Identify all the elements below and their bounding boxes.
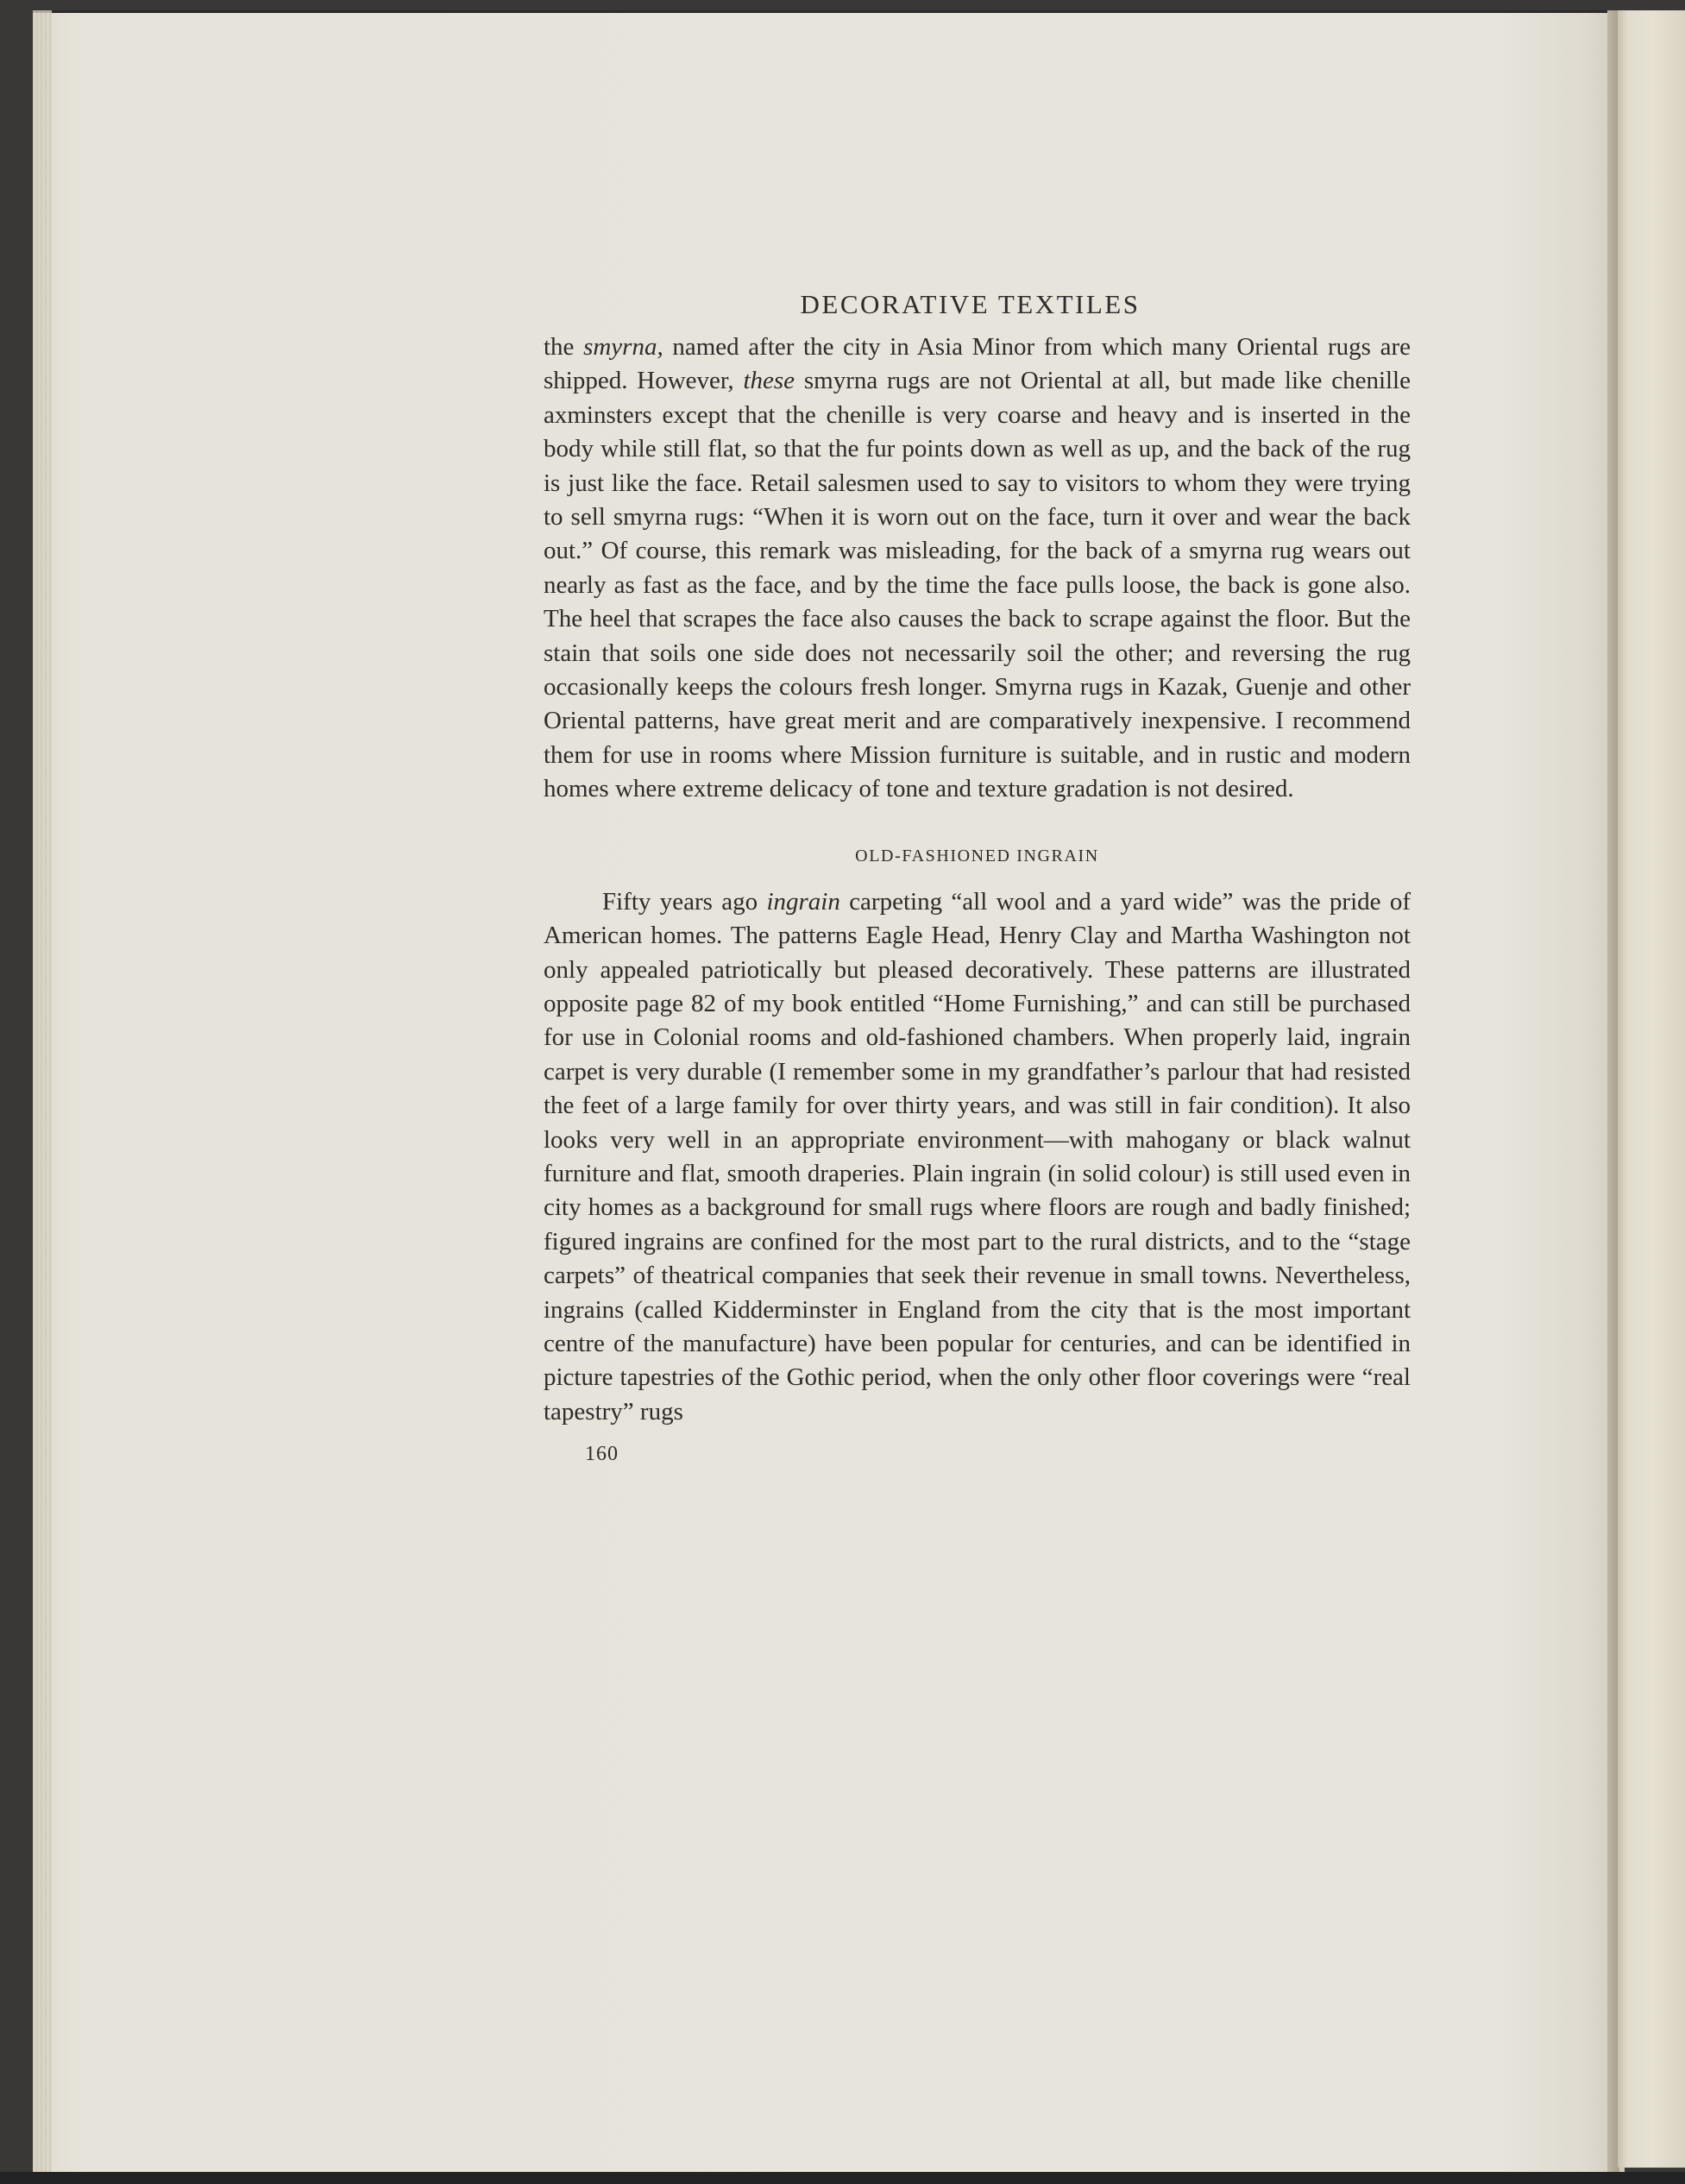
text-run: Fifty years ago: [602, 887, 767, 916]
italic-term: ingrain: [766, 887, 840, 916]
section-heading: OLD-FASHIONED INGRAIN: [855, 846, 1099, 865]
italic-term: these: [743, 367, 795, 395]
text-run: named after the city in Asia Minor from which many Oriental rugs are shipped. However,: [544, 333, 1411, 395]
page-number: 160: [585, 1443, 619, 1466]
facing-page-edge: [1618, 10, 1685, 2168]
italic-term: smyrna,: [583, 333, 663, 361]
page-gutter-edge: [33, 10, 52, 2172]
scan-bottom-edge: [0, 2172, 1685, 2184]
text-run: carpeting “all wool and a yard wide” was the pride of American homes. The patterns Eagle Head, Henry Clay and Martha Washington not only appealed patriotically but pleased decoratively. These patterns are illustrated opposite page 82 of my book entitled “Home Furnishing,” and can still be purchased for use in Colonial rooms and old-fashioned chambers. When properly laid, ingrain carpet is very durable (I remember some in my grandfather’s parlour that had resisted the feet of a large family for over thirty years, and was still in fair condition). It also looks very well in an appropriate environment—with mahogany or black walnut furniture and flat, smooth draperies. Plain ingrain (in solid colour) is still used even in city homes as a background for small rugs where floors are rough and badly finished; figured ingrains are confined for the most part to the rural districts, and to the “stage carpets” of theatrical companies that seek their revenue in small towns. Nevertheless, ingrains (called Kidderminster in England from the city that is the most important centre of the manufacture) have been popular for centuries, and can be identified in picture tapestries of the Gothic period, when the only other floor coverings were “real tapestry” rugs: [544, 887, 1411, 1426]
page-text-block: [544, 289, 1411, 1466]
paragraph-ingrain: [544, 885, 1411, 1430]
text-run: the: [544, 333, 584, 361]
running-head: DECORATIVE TEXTILES: [800, 289, 1141, 319]
text-run: smyrna rugs are not Oriental at all, but made like chenille axminsters except that the chenille is very coarse and heavy and is inserted in the body while still flat, so that the fur points down as well as up, and the back of the rug is just like the face. Retail salesmen used to say to visitors to whom they were trying to sell smyrna rugs: “When it is worn out on the face, turn it over and wear the back out.” Of course, this remark was misleading, for the back of a smyrna rug wears out nearly as fast as the face, and by the time the face pulls loose, the back is gone also. The heel that scrapes the face also causes the back to scrape against the floor. But the stain that soils one side does not necessarily soil the other; and reversing the rug occasionally keeps the colours fresh longer. Smyrna rugs in Kazak, Guenje and other Oriental patterns, have great merit and are comparatively inexpensive. I recommend them for use in rooms where Mission furniture is suitable, and in rustic and modern homes where extreme delicacy of tone and texture gradation is not desired.: [544, 367, 1411, 803]
paragraph-smyrna: [544, 330, 1411, 807]
